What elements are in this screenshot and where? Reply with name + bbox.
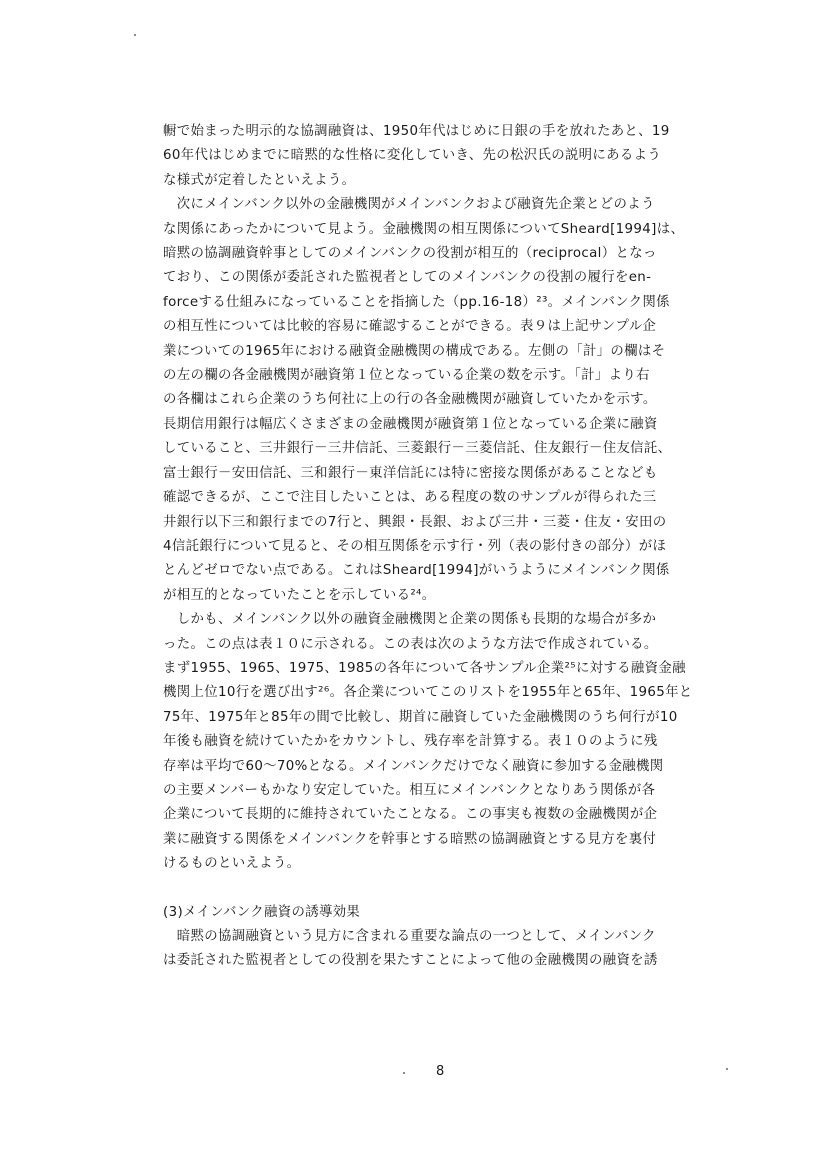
paragraph-4 <box>163 925 723 974</box>
text-line: 確認できるが、ここで注目したいことは、ある程度の数のサンプルが得られた三 <box>163 490 657 506</box>
text-line: の左の欄の各金融機関が融資第１位となっている企業の数を示す。「計」より右 <box>163 368 650 384</box>
text-line: 井銀行以下三和銀行までの7行と、興銀・長銀、および三井・三菱・住友・安田の <box>163 514 667 530</box>
text-line: が相互的となっていたことを示している²⁴。 <box>163 587 436 603</box>
text-line: まず1955、1965、1975、1985の各年について各サンプル企業²⁵に対する融資金融 <box>163 660 686 676</box>
text-line: な関係にあったかについて見よう。金融機関の相互関係についてSheard[1994]は、 <box>163 221 685 237</box>
text-line: 4信託銀行について見ると、その相互関係を示す行・列（表の影付きの部分）がほ <box>163 538 667 554</box>
body-text <box>163 120 723 974</box>
scan-speck <box>134 34 136 36</box>
text-line: った。この点は表１０に示される。この表は次のような方法で作成されている。 <box>163 636 658 652</box>
section-gap <box>163 877 723 901</box>
paragraph-2 <box>163 193 723 608</box>
text-line: 75年、1975年と85年の間で比較し、期首に融資していた金融機関のうち何行が10 <box>163 709 678 725</box>
text-line: 富士銀行－安田信託、三和銀行－東洋信託には特に密接な関係があることなども <box>163 465 658 481</box>
text-line: 企業について長期的に維持されていたことなる。この事実も複数の金融機関が企 <box>163 807 658 823</box>
text-line: 暗黙の協調融資幹事としてのメインバンクの役割が相互的（reciprocal）となっ <box>163 246 657 262</box>
text-line: けるものといえよう。 <box>163 856 301 872</box>
text-line: とんどゼロでない点である。これはSheard[1994]がいうようにメインバンク関係 <box>163 563 670 579</box>
text-line: な様式が定着したといえよう。 <box>163 172 356 188</box>
paragraph-1 <box>163 120 723 193</box>
text-line: 機関上位10行を選び出す²⁶。各企業についてこのリストを1955年と65年、1965年と <box>163 685 693 701</box>
text-line: 長期信用銀行は幅広くさまざまの金融機関が融資第１位となっている企業に融資 <box>163 416 658 432</box>
text-line: は委託された監視者としての役割を果たすことによって他の金融機関の融資を誘 <box>163 953 658 969</box>
text-line: 次にメインバンク以外の金融機関がメインバンクおよび融資先企業とどのよう <box>163 197 655 213</box>
text-line: していること、三井銀行－三井信託、三菱銀行－三菱信託、住友銀行－住友信託、 <box>163 441 672 457</box>
text-line: 暗黙の協調融資という見方に含まれる重要な論点の一つとして、メインバンク <box>163 929 656 944</box>
text-line: の主要メンバーもかなり安定していた。相互にメインバンクとなりあう関係が各 <box>163 782 656 798</box>
text-line: の各欄はこれら企業のうち何社に上の行の各金融機関が融資していたかを示す。 <box>163 392 657 408</box>
scan-speck <box>403 1072 405 1074</box>
text-line: 存率は平均で60～70%となる。メインバンクだけでなく融資に参加する金融機関 <box>163 758 664 774</box>
text-line: 60年代はじめまでに暗黙的な性格に変化していき、先の松沢氏の説明にあるよう <box>163 148 662 164</box>
scan-speck <box>726 1068 728 1070</box>
text-line: の相互性については比較的容易に確認することができる。表９は上記サンプル企 <box>163 319 657 335</box>
section-heading: (3)メインバンク融資の誘導効果 <box>163 904 361 920</box>
text-line: 㡡で始まった明示的な協調融資は、1950年代はじめに日銀の手を放れたあと、19 <box>163 124 670 139</box>
page-number: 8 <box>436 1064 445 1079</box>
text-line: ており、この関係が委託された監視者としてのメインバンクの役割の履行をen- <box>163 270 652 286</box>
text-line: 年後も融資を続けていたかをカウントし、残存率を計算する。表１０のように残 <box>163 734 658 750</box>
text-line: forceする仕組みになっていることを指摘した（pp.16-18）²³。メインバンク関係 <box>163 294 670 310</box>
text-line: 業についての1965年における融資金融機関の構成である。左側の「計」の欄はそ <box>163 343 666 359</box>
paragraph-3 <box>163 608 723 876</box>
text-line: しかも、メインバンク以外の融資金融機関と企業の関係も長期的な場合が多か <box>163 612 657 628</box>
text-line: 業に融資する関係をメインバンクを幹事とする暗黙の協調融資とする見方を裏付 <box>163 831 657 847</box>
